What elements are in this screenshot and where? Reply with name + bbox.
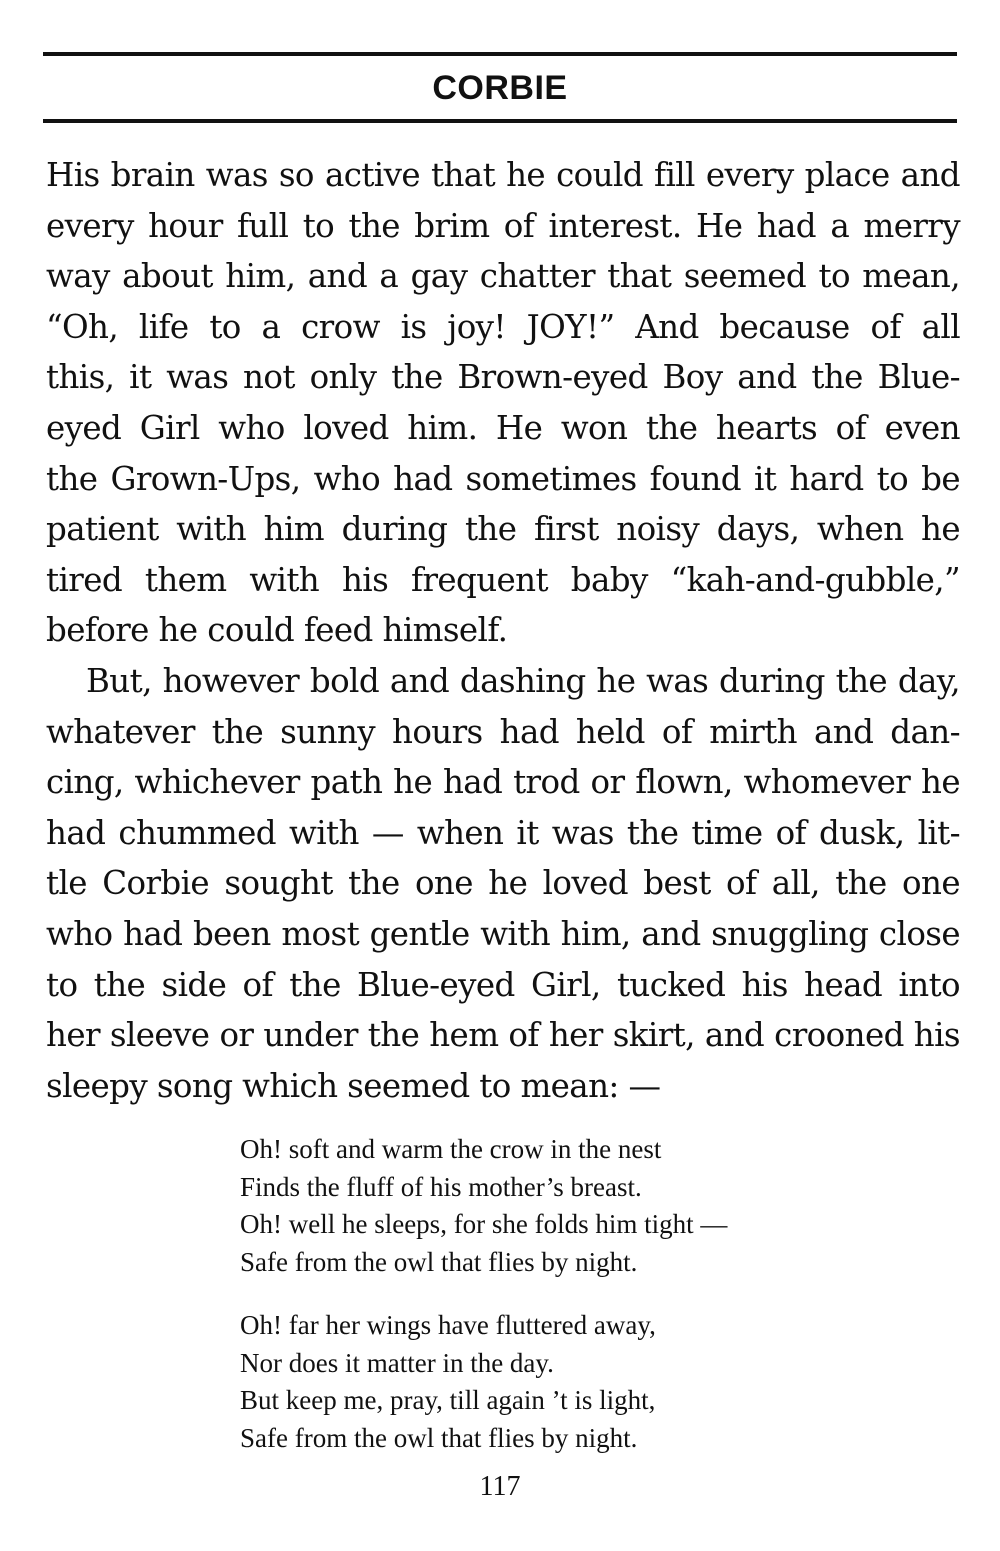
header-rule-bottom bbox=[43, 119, 957, 123]
verse-line: But keep me, pray, till again ’t is light, bbox=[240, 1385, 656, 1415]
paragraph-line: eyed Girl who loved him. He won the hearts of even bbox=[46, 408, 960, 447]
paragraph-line: the Grown-Ups, who had sometimes found it hard to be bbox=[46, 459, 960, 498]
paragraph-line: before he could feed himself. bbox=[46, 611, 508, 650]
paragraph-line: this, it was not only the Brown-eyed Boy and the Blue- bbox=[46, 358, 960, 397]
paragraph-line: “Oh, life to a crow is joy! JOY!” And because of all bbox=[46, 307, 960, 346]
verse-line: Finds the fluff of his mother’s breast. bbox=[240, 1171, 642, 1202]
paragraph-line: tired them with his frequent baby “kah-and-gubble,” bbox=[46, 560, 960, 599]
verse-line: Nor does it matter in the day. bbox=[240, 1347, 554, 1378]
paragraph-line: to the side of the Blue-eyed Girl, tucked his head into bbox=[46, 965, 960, 1004]
paragraph-line: her sleeve or under the hem of her skirt, and crooned his bbox=[46, 1016, 960, 1055]
paragraph-1 bbox=[46, 150, 960, 656]
paragraph-2 bbox=[46, 656, 960, 1111]
paragraph-line: tle Corbie sought the one he loved best of all, the one bbox=[46, 864, 960, 903]
verse-stanza-2 bbox=[240, 1307, 656, 1457]
paragraph-line: patient with him during the first noisy days, when he bbox=[46, 510, 960, 549]
verse-line: Safe from the owl that flies by night. bbox=[240, 1246, 638, 1277]
paragraph-line: His brain was so active that he could fill every place and bbox=[46, 156, 960, 194]
paragraph-line: had chummed with — when it was the time of dusk, lit- bbox=[46, 813, 960, 852]
header-rule-top bbox=[43, 52, 957, 56]
verse-line: Safe from the owl that flies by night. bbox=[240, 1422, 638, 1453]
verse-stanza-1 bbox=[240, 1131, 727, 1281]
paragraph-line: way about him, and a gay chatter that seemed to mean, bbox=[46, 257, 960, 296]
running-head-title: CORBIE bbox=[432, 69, 568, 107]
paragraph-line: whatever the sunny hours had held of mirth and dan- bbox=[46, 712, 960, 751]
paragraph-line: every hour full to the brim of interest. He had a merry bbox=[46, 206, 960, 245]
paragraph-line: sleepy song which seemed to mean: — bbox=[46, 1066, 661, 1105]
page-number: 117 bbox=[479, 1471, 521, 1502]
paragraph-line: who had been most gentle with him, and snuggling close bbox=[46, 914, 960, 953]
paragraph-line: But, however bold and dashing he was during the day, bbox=[86, 662, 960, 700]
verse-line: Oh! soft and warm the crow in the nest bbox=[240, 1134, 662, 1164]
verse-line: Oh! well he sleeps, for she folds him tight — bbox=[240, 1209, 728, 1239]
verse-line: Oh! far her wings have fluttered away, bbox=[240, 1310, 656, 1340]
paragraph-line: cing, whichever path he had trod or flown, whomever he bbox=[46, 763, 960, 802]
